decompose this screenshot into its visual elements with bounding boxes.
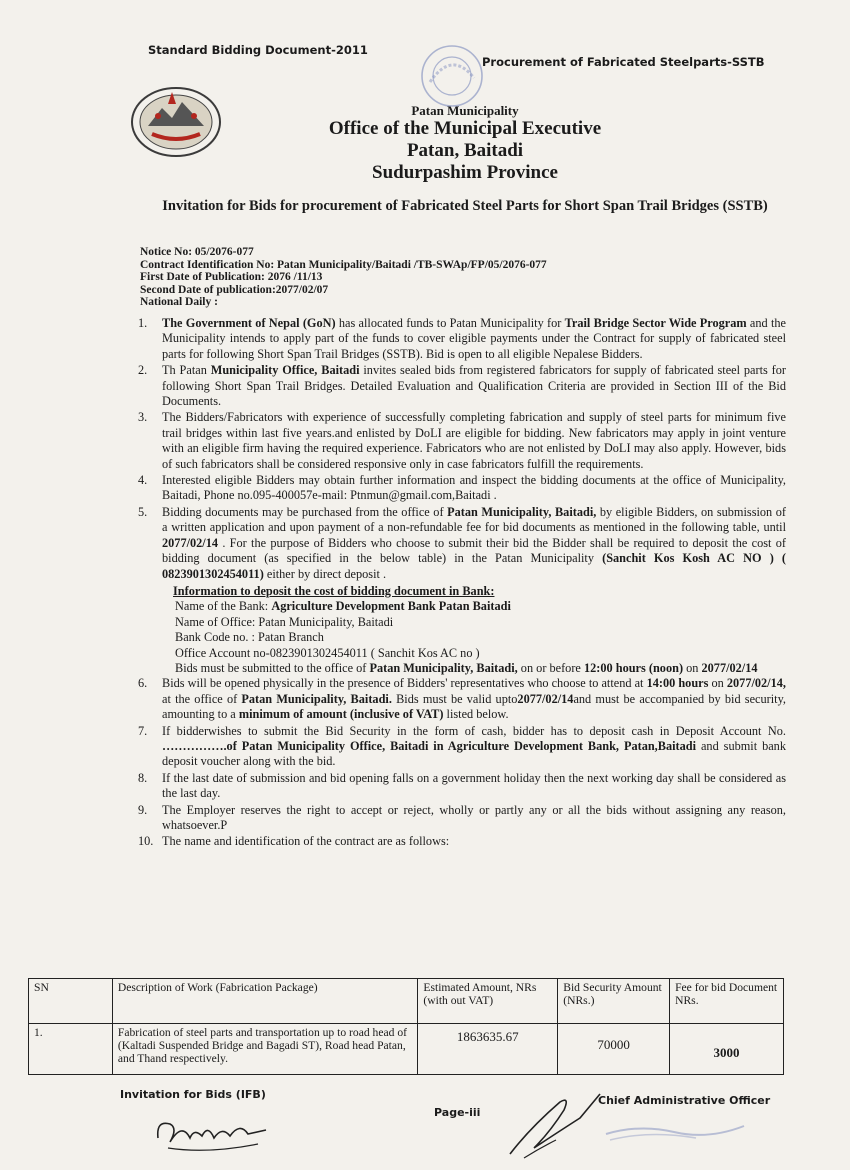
clause-2: 2. Th Patan Municipality Office, Baitadi invites sealed bids from registered fabricators for supply of fabricated steel parts for following Short Span Trail Bridges. Detailed Evaluation and Qualification Criteria are provided in Section III of the Bid Documents. [138,363,786,409]
clause-number: 10. [138,834,154,849]
clause-number: 8. [138,770,148,785]
signature-left [148,1108,278,1156]
numbered-clauses [116,316,786,851]
page-number: Page-iii [434,1106,481,1119]
notice-block [140,246,547,309]
contract-id: Contract Identification No: Patan Municipality/Baitadi /TB-SWAp/FP/05/2076-077 [140,258,547,271]
clause-number: 4. [138,473,148,488]
header-description: Description of Work (Fabrication Package) [112,979,418,1024]
header-right: Procurement of Fabricated Steelparts-SSTB [482,55,765,69]
clause-3: 3. The Bidders/Fabricators with experience of successfully completing fabrication and supply of steel parts for minimum five trail bridges within last five years.and enlisted by DoLI are eligible for bidding. New fabricators may apply in joint venture with an eligible firm having the required experience. Fabricators who are not enlisted by DoLI may also apply. However, bids of such fabricators shall be considered responsive only in case fabricators fulfill the requirements. [138,410,786,471]
clause-8: 8. If the last date of submission and bid opening falls on a government holiday then the next working day shall be considered as the last day. [138,770,786,801]
bank-info-block [175,584,786,676]
cell-document-fee: 3000 [670,1024,784,1075]
table-row [29,1024,784,1075]
account-line: Office Account no-0823901302454011 ( Sanchit Kos AC no ) [175,645,480,660]
bank-name-line: Name of the Bank: Agriculture Development Bank Patan Baitadi [175,599,511,614]
office-name-line: Name of Office: Patan Municipality, Baitadi [175,614,394,629]
clause-7: 7. If bidderwishes to submit the Bid Security in the form of cash, bidder has to deposit cash in Deposit Account No. …………….of Patan Municipality Office, Baitadi in Agriculture Development Bank, Patan,Baitadi and submit bank deposit voucher along with the bid. [138,723,786,769]
office-location: Patan, Baitadi [406,140,524,161]
second-publication-date: Second Date of publication:2077/02/07 [140,283,329,296]
clause-number: 6. [138,676,148,691]
first-publication-date: First Date of Publication: 2076 /11/13 [140,271,323,284]
clause-1: 1. The Government of Nepal (GoN) has allocated funds to Patan Municipality for Trail Bridge Sector Wide Program and the Municipality intends to apply part of the funds to cover eligible payments under the Contract for supply of fabricated steel parts for following Short Span Trail Bridges (SSTB). Bid is open to all eligible Nepalese Bidders. [138,316,786,361]
clause-9: 9. The Employer reserves the right to accept or reject, wholly or partly any or all the bids without assigning any reason, whatsoever.P [138,802,786,832]
municipality-name: Patan Municipality [411,103,519,118]
cell-sn: 1. [29,1024,113,1075]
cell-estimated-amount: 1863635.67 [418,1024,558,1075]
submission-line: Bids must be submitted to the office of Patan Municipality, Baitadi, on or before 12:00 hours (noon) on 2077/02/14 [175,660,758,675]
nepal-emblem-icon [128,82,224,160]
clause-number: 5. [138,504,148,519]
clause-number: 3. [138,410,148,425]
office-title-block [280,103,650,184]
signature-right [500,1088,610,1162]
header-bid-security: Bid Security Amount (NRs.) [558,979,670,1024]
clause-number: 2. [138,363,148,378]
clause-10: 10. The name and identification of the contract are as follows: [138,834,450,849]
office-stamp-mark [600,1104,750,1144]
clause-4: 4. Interested eligible Bidders may obtain further information and inspect the bidding documents at the office of Municipality, Baitadi, Phone no.095-400057e-mail: Ptnmun@gmail.com,Baitadi . [138,473,786,503]
office-title: Office of the Municipal Executive [328,118,602,139]
clause-6: 6. Bids will be opened physically in the presence of Bidders' representatives who choose to attend at 14:00 hours on 2077/02/14, at the office of Patan Municipality, Baitadi. Bids must be valid upto2077/02/14and must be accompanied by bid security, amounting to a minimum of amount (inclusive of VAT) listed below. [138,676,786,722]
clause-number: 7. [138,723,148,738]
header-estimated-amount: Estimated Amount, NRs (with out VAT) [418,979,558,1024]
cell-description: Fabrication of steel parts and transportation up to road head of (Kaltadi Suspended Bridge and Bagadi ST), Road head Patan, and Thand respectively. [112,1024,418,1075]
bank-code-line: Bank Code no. : Patan Branch [175,630,324,645]
header-document-fee: Fee for bid Document NRs. [670,979,784,1024]
clause-number: 1. [138,316,148,330]
footer-left: Invitation for Bids (IFB) [120,1088,266,1101]
clause-5: 5. Bidding documents may be purchased from the office of Patan Municipality, Baitadi, by eligible Bidders, on submission of a written application and upon payment of a non-refundable fee for bid documents as mentioned in the following table, until 2077/02/14 . For the purpose of Bidders who choose to submit their bid the Bidder shall be required to deposit the cost of bidding document (as specified in the below table) in the Patan Municipality (Sanchit Kos Kosh AC NO ) ( 0823901302454011) either by direct deposit . [138,504,786,581]
ifb-title: Invitation for Bids for procurement of Fabricated Steel Parts for Short Span Trail Bridges (SSTB) [162,198,768,214]
province-name: Sudurpashim Province [372,162,558,183]
cell-bid-security: 70000 [558,1024,670,1075]
bank-info-heading: Information to deposit the cost of bidding document in Bank: [173,583,495,598]
round-office-stamp [418,42,486,110]
table-header-row [29,979,784,1024]
clause-number: 9. [138,802,148,817]
header-left: Standard Bidding Document-2011 [148,43,368,57]
national-daily: National Daily : [140,296,218,309]
footer-signatory: Chief Administrative Officer [598,1094,771,1107]
header-sn: SN [29,979,113,1024]
notice-number: Notice No: 05/2076-077 [140,246,254,258]
contract-table [28,978,784,1075]
